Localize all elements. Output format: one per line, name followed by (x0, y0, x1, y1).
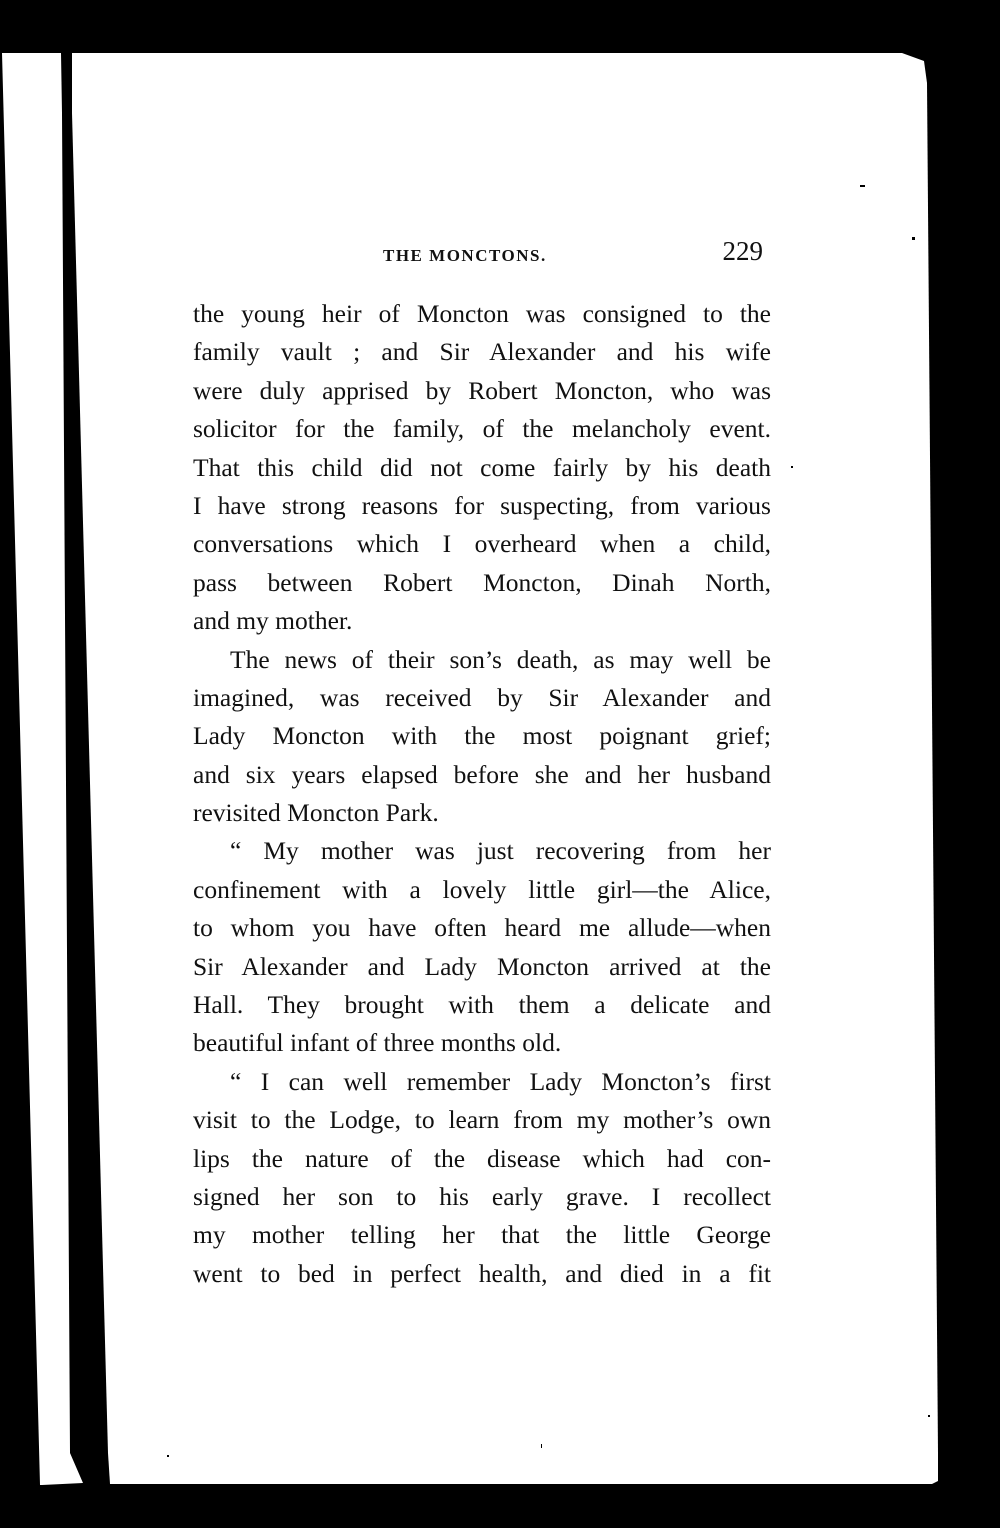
scan-speck (860, 185, 865, 187)
text-line: pass between Robert Moncton, Dinah North, (193, 567, 771, 597)
text-line: The news of their son’s death, as may well be (230, 644, 771, 674)
scan-speck (167, 1455, 169, 1457)
text-line: went to bed in perfect health, and died in a fit (193, 1258, 771, 1288)
text-line: family vault ; and Sir Alexander and his wife (193, 337, 771, 367)
text-line: “ My mother was just recovering from her (230, 836, 771, 866)
text-line: Hall. They brought with them a delicate and (193, 990, 771, 1020)
scan-speck (541, 1444, 542, 1448)
page-number: 229 (722, 236, 763, 266)
page-header (193, 236, 763, 276)
paragraph (193, 641, 771, 833)
scan-speck (791, 466, 793, 468)
text-line: Sir Alexander and Lady Moncton arrived at the (193, 951, 771, 981)
text-line: revisited Moncton Park. (193, 798, 439, 828)
text-line: to whom you have often heard me allude—when (193, 913, 771, 943)
scan-speck (912, 237, 915, 240)
paragraph (193, 832, 771, 1062)
running-title: THE MONCTONS. (383, 246, 547, 265)
text-line: That this child did not come fairly by his death (193, 452, 771, 482)
paragraph (193, 1063, 771, 1293)
text-line: signed her son to his early grave. I recollect (193, 1181, 771, 1211)
text-line: visit to the Lodge, to learn from my mother’s own (193, 1105, 771, 1135)
text-line: lips the nature of the disease which had con- (193, 1143, 771, 1173)
text-line: were duly apprised by Robert Moncton, who was (193, 375, 771, 405)
body-text (193, 295, 771, 1293)
text-line: I have strong reasons for suspecting, from various (193, 490, 771, 520)
text-line: solicitor for the family, of the melancholy event. (193, 414, 771, 444)
text-line: beautiful infant of three months old. (193, 1028, 562, 1058)
text-line: Lady Moncton with the most poignant grief; (193, 721, 771, 751)
paragraph (193, 295, 771, 641)
text-line: and my mother. (193, 606, 353, 636)
text-line: my mother telling her that the little George (193, 1220, 771, 1250)
text-line: conversations which I overheard when a child, (193, 529, 771, 559)
text-line: imagined, was received by Sir Alexander and (193, 682, 771, 712)
scan-speck (928, 1415, 930, 1417)
text-line: confinement with a lovely little girl—the Alice, (193, 874, 771, 904)
text-line: and six years elapsed before she and her husband (193, 759, 771, 789)
text-line: the young heir of Moncton was consigned to the (193, 299, 771, 328)
text-line: “ I can well remember Lady Moncton’s first (230, 1066, 771, 1096)
